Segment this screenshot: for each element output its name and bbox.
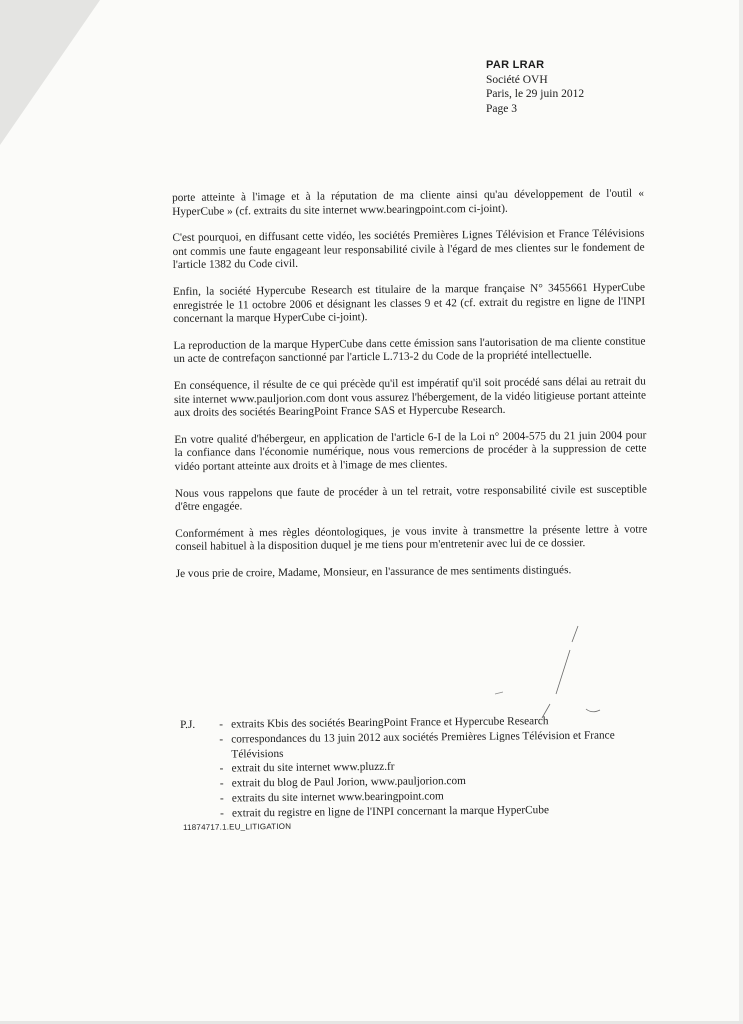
recipient: Société OVH bbox=[486, 73, 548, 86]
page-number: Page 3 bbox=[486, 102, 517, 115]
list-dash: - bbox=[220, 807, 224, 820]
page-edge-right bbox=[739, 0, 743, 1024]
attachment-item: extrait du site internet www.pluzz.fr bbox=[231, 761, 395, 775]
list-dash: - bbox=[219, 733, 224, 746]
pen-dot-mark bbox=[494, 690, 506, 696]
closing-paragraph: Je vous prie de croire, Madame, Monsieur, en l'assurance de mes sentiments distingués. bbox=[175, 564, 572, 580]
letter-header bbox=[486, 58, 584, 116]
paragraph: Nous vous rappelons que faute de procéder à un tel retrait, votre responsabilité civile est susceptible d'être engagée. bbox=[174, 482, 647, 514]
list-dash: - bbox=[219, 762, 224, 775]
attachment-item: extraits du site internet www.bearingpoint.com bbox=[231, 790, 444, 805]
attachments-label: P.J. bbox=[180, 718, 196, 731]
paragraph: En conséquence, il résulte de ce qui précède qu'il est impératif qu'il soit procédé sans délai au retrait du site internet www.pauljorion.com dont vous assurez l'hébergement, de la vidéo litigieuse portant atteinte aux droits des sociétés BearingPoint France SAS et Hypercube Research. bbox=[173, 375, 647, 420]
paragraph: Conformément à mes règles déontologiques, je vous invite à transmettre la présente lettre à votre conseil habituel à la disposition duquel je me tiens pour m'entretenir avec lui de ce dossier. bbox=[175, 523, 648, 554]
paragraph: En votre qualité d'hébergeur, en application de l'article 6-I de la Loi n° 2004-575 du 21 juin 2004 pour la confiance dans l'économie numérique, nous vous remercions de procéder à la suppression de cette vidéo portant atteinte aux droits et à l'image de mes clientes. bbox=[174, 429, 647, 473]
attachment-item: extrait du registre en ligne de l'INPI concernant la marque HyperCube bbox=[231, 803, 550, 820]
paragraph: porte atteinte à l'image et à la réputation de ma cliente ainsi qu'au développement de l'outil « HyperCube » (cf. extraits du site internet www.bearingpoint.com ci-joint). bbox=[172, 187, 645, 218]
list-dash: - bbox=[219, 777, 224, 790]
delivery-mode: PAR LRAR bbox=[486, 59, 545, 71]
signature-mark bbox=[520, 620, 590, 720]
letter-body bbox=[172, 187, 648, 594]
paragraph: Enfin, la société Hypercube Research est titulaire de la marque française N° 3455661 HyperCube enregistrée le 11 octobre 2006 et désignant les classes 9 et 42 (cf. extrait du registre en ligne de l'INPI concernant la marque HyperCube ci-joint). bbox=[172, 281, 646, 326]
folded-corner bbox=[0, 0, 100, 145]
paragraph: C'est pourquoi, en diffusant cette vidéo, les sociétés Premières Lignes Télévision et France Télévisions ont commis une faute engageant leur responsabilité civile à l'égard de mes clientes sur le fondement de l'article 1382 du Code civil. bbox=[172, 227, 645, 272]
paragraph: La reproduction de la marque HyperCube dans cette émission sans l'autorisation de ma cliente constitue un acte de contrefaçon sanctionné par l'article L.713-2 du Code de la propriété intellectuelle. bbox=[173, 335, 646, 366]
attachment-item: correspondances du 13 juin 2012 aux sociétés Premières Lignes Télévision et France bbox=[231, 729, 615, 746]
list-dash: - bbox=[219, 718, 224, 731]
list-dash: - bbox=[219, 792, 224, 805]
attachment-item: extrait du blog de Paul Jorion, www.pauljorion.com bbox=[231, 775, 467, 790]
attachments-list bbox=[180, 713, 661, 822]
attachment-item-continuation: Télévisions bbox=[231, 747, 284, 761]
place-date: Paris, le 29 juin 2012 bbox=[486, 88, 585, 100]
attachment-item: extraits Kbis des sociétés BearingPoint France et Hypercube Research bbox=[231, 715, 549, 731]
document-reference: 11874717.1.EU_LITIGATION bbox=[183, 821, 292, 832]
